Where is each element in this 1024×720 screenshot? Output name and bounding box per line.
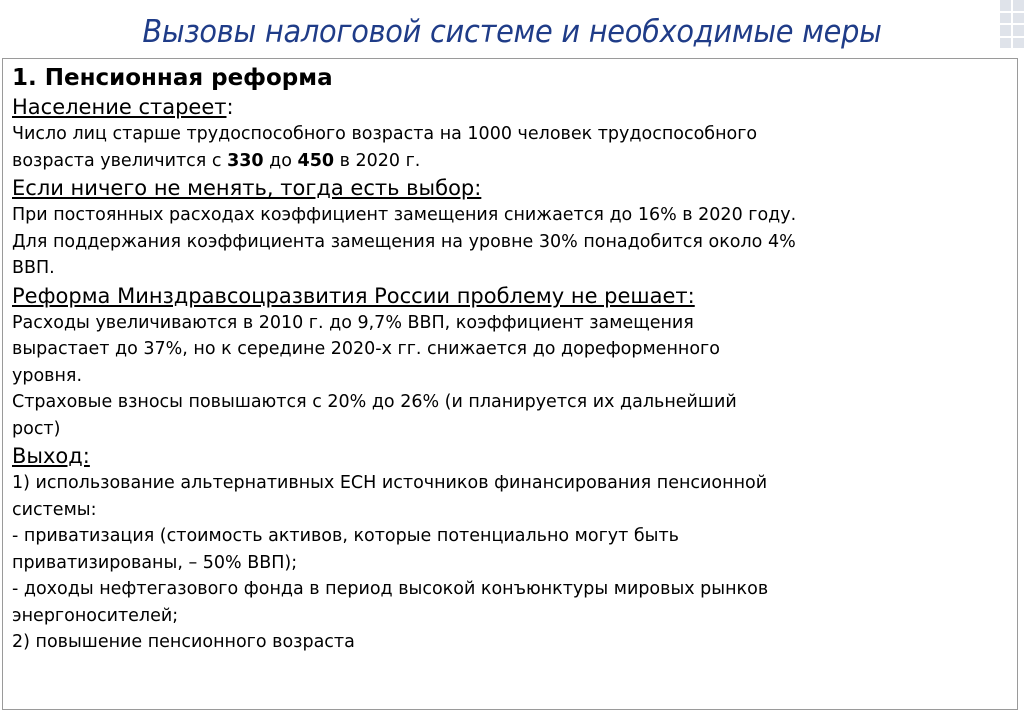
- aging-text-line: Число лиц старше трудоспособного возраста на 1000 человек трудоспособного: [12, 124, 758, 144]
- exit-label: Выход:: [12, 444, 90, 468]
- aging-mid: до: [263, 150, 298, 171]
- value-to: 450: [297, 150, 335, 171]
- aging-pre: возраста увеличится с: [12, 150, 228, 171]
- value-from: 330: [227, 150, 264, 171]
- exit-text-line: 1) использование альтернативных ЕСН источников финансирования пенсионной: [12, 473, 768, 493]
- exit-text-line: 2) повышение пенсионного возраста: [12, 632, 355, 652]
- exit-text-line: системы:: [12, 499, 97, 520]
- aging-text-line: [12, 148, 1009, 175]
- nochange-text-line: При постоянных расходах коэффициент замещения снижается до 16% в 2020 году.: [12, 205, 797, 225]
- exit-text-line: - приватизация (стоимость активов, которые потенциально могут быть: [12, 526, 679, 546]
- exit-text-line: энергоносителей;: [12, 605, 179, 626]
- reform-text-line: уровня.: [12, 365, 83, 386]
- reform-subheading: [12, 282, 1009, 310]
- reform-text-line: рост): [12, 418, 61, 439]
- exit-text-line: приватизированы, – 50% ВВП);: [12, 552, 298, 573]
- nochange-text-line: Для поддержания коэффициента замещения на уровне 30% понадобится около 4%: [12, 231, 796, 252]
- content-box: [2, 58, 1018, 710]
- reform-text-line: Расходы увеличиваются в 2010 г. до 9,7% ВВП, коэффициент замещения: [12, 312, 694, 333]
- nochange-subheading: [12, 174, 1009, 202]
- reform-text-line: Страховые взносы повышаются с 20% до 26% (и планируется их дальнейший: [12, 392, 737, 412]
- reform-label: Реформа Минздравсоцразвития России проблему не решает:: [12, 283, 695, 308]
- aging-post: в 2020 г.: [334, 150, 421, 171]
- exit-subheading: [12, 442, 1009, 470]
- reform-text-line: вырастает до 37%, но к середине 2020-х гг. снижается до дореформенного: [12, 339, 720, 359]
- corner-decoration: [1000, 0, 1024, 48]
- exit-text-line: - доходы нефтегазового фонда в период высокой конъюнктуры мировых рынков: [12, 579, 769, 599]
- aging-subheading: [12, 93, 1009, 121]
- section-heading: 1. Пенсионная реформа: [12, 65, 333, 91]
- nochange-text-line: ВВП.: [12, 258, 55, 278]
- nochange-label: Если ничего не менять, тогда есть выбор:: [12, 176, 482, 200]
- slide-title: Вызовы налоговой системе и необходимые меры: [142, 14, 882, 50]
- aging-label: Население стареет: [12, 95, 227, 119]
- aging-colon: :: [226, 95, 234, 119]
